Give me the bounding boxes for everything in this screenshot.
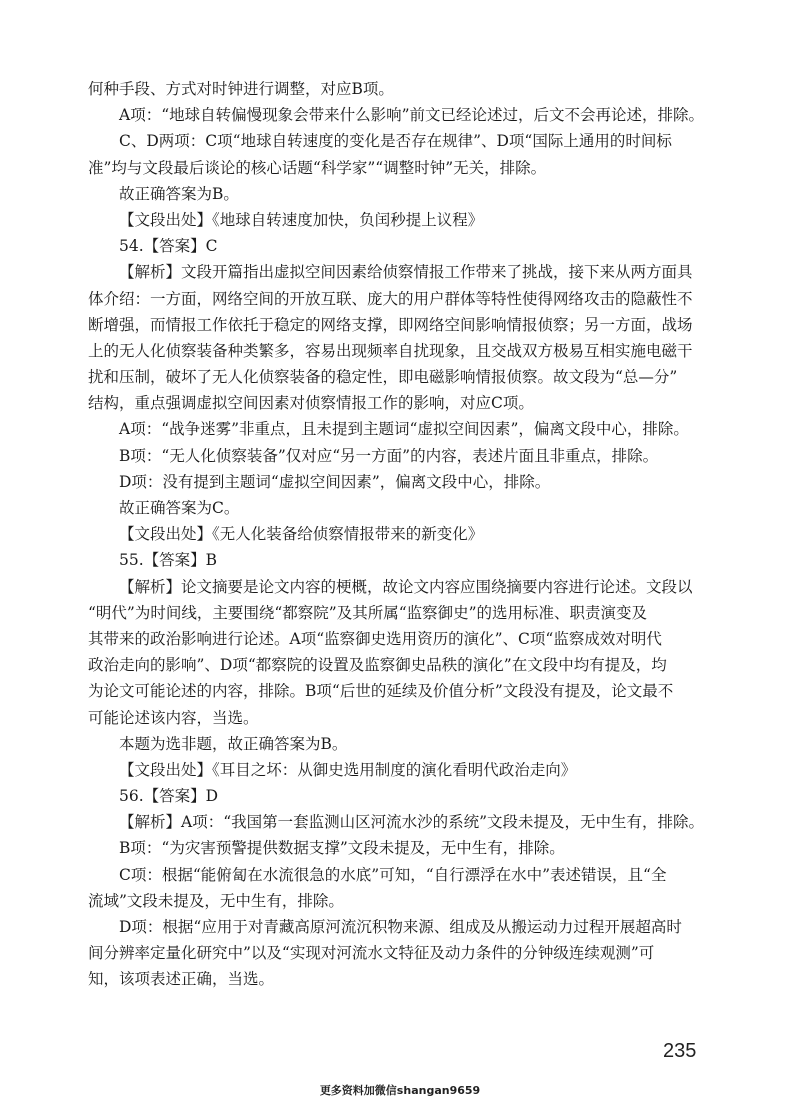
text-line: 断增强，而情报工作依托于稳定的网络支撑，即网络空间影响情报侦察；另一方面，战场 (88, 315, 693, 334)
answer-heading: 54.【答案】C (119, 237, 218, 256)
text-line: D项：根据“应用于对青藏高原河流沉积物来源、组成及从搬运动力过程开展超高时 (119, 918, 682, 936)
source-line: 【文段出处】《地球自转速度加快，负闰秒提上议程》 (119, 210, 484, 229)
text-line: B项：“无人化侦察装备”仅对应“另一方面”的内容，表述片面且非重点，排除。 (119, 446, 659, 465)
text-line: C项：根据“能俯匐在水流很急的水底”可知，“自行漂浮在水中”表述错误，且“全 (119, 865, 667, 884)
answer-heading: 56.【答案】D (119, 787, 219, 806)
text-line: 流域”文段未提及，无中生有，排除。 (88, 891, 344, 910)
text-line: 扰和压制，破坏了无人化侦察装备的稳定性，即电磁影响情报侦察。故文段为“总—分” (88, 368, 678, 387)
text-line: 故正确答案为C。 (119, 499, 240, 517)
text-line: 知，该项表述正确，当选。 (88, 970, 275, 989)
text-line: D项：没有提到主题词“虚拟空间因素”，偏离文段中心，排除。 (119, 472, 551, 491)
document-body (88, 76, 718, 993)
text-line: 故正确答案为B。 (119, 184, 239, 203)
text-line: 为论文可能论述的内容，排除。B项“后世的延续及价值分析”文段没有提及，论文最不 (88, 682, 674, 701)
text-line: 政治走向的影响”、D项“都察院的设置及监察御史品秩的演化”在文段中均有提及，均 (88, 656, 667, 675)
text-line: “明代”为时间线，主要围绕“都察院”及其所属“监察御史”的选用标准、职责演变及 (88, 603, 648, 622)
text-line: B项：“为灾害预警提供数据支撑”文段未提及，无中生有，排除。 (119, 839, 565, 858)
text-line: 本题为选非题，故正确答案为B。 (119, 734, 348, 753)
source-line: 【文段出处】《无人化装备给侦察情报带来的新变化》 (119, 525, 484, 544)
source-line: 【文段出处】《耳目之坏：从御史选用制度的演化看明代政治走向》 (119, 760, 577, 779)
text-line: 体介绍：一方面，网络空间的开放互联、庞大的用户群体等特性使得网络攻击的隐蔽性不 (88, 289, 693, 308)
text-line: C、D两项：C项“地球自转速度的变化是否存在规律”、D项“国际上通用的时间标 (119, 132, 672, 151)
footer-note: 更多资料加微信shangan9659 (319, 1084, 481, 1097)
text-line: A项：“地球自转偏慢现象会带来什么影响”前文已经论述过，后文不会再论述，排除。 (119, 106, 705, 125)
answer-heading: 55.【答案】B (119, 551, 218, 570)
page-number: 235 (663, 1040, 697, 1062)
text-line: 其带来的政治影响进行论述。A项“监察御史选用资历的演化”、C项“监察成效对明代 (88, 629, 662, 648)
analysis-line: 【解析】A项：“我国第一套监测山区河流水沙的系统”文段未提及，无中生有，排除。 (119, 813, 705, 832)
analysis-line: 【解析】文段开篇指出虚拟空间因素给侦察情报工作带来了挑战，接下来从两方面具 (119, 263, 693, 282)
text-line: 结构，重点强调虚拟空间因素对侦察情报工作的影响，对应C项。 (88, 394, 534, 413)
text-line: 间分辨率定量化研究中”以及“实现对河流水文特征及动力条件的分钟级连续观测”可 (88, 944, 655, 963)
text-line: 何种手段、方式对时钟进行调整，对应B项。 (88, 80, 394, 98)
analysis-line: 【解析】论文摘要是论文内容的梗概，故论文内容应围绕摘要内容进行论述。文段以 (119, 577, 693, 596)
text-line: 上的无人化侦察装备种类繁多，容易出现频率自扰现象，且交战双方极易互相实施电磁干 (88, 341, 693, 360)
text-line: A项：“战争迷雾”非重点，且未提到主题词“虚拟空间因素”，偏离文段中心，排除。 (119, 420, 689, 439)
text-line: 可能论述该内容，当选。 (88, 708, 259, 727)
text-line: 准”均与文段最后谈论的核心话题“科学家”“调整时钟”无关，排除。 (88, 158, 547, 177)
